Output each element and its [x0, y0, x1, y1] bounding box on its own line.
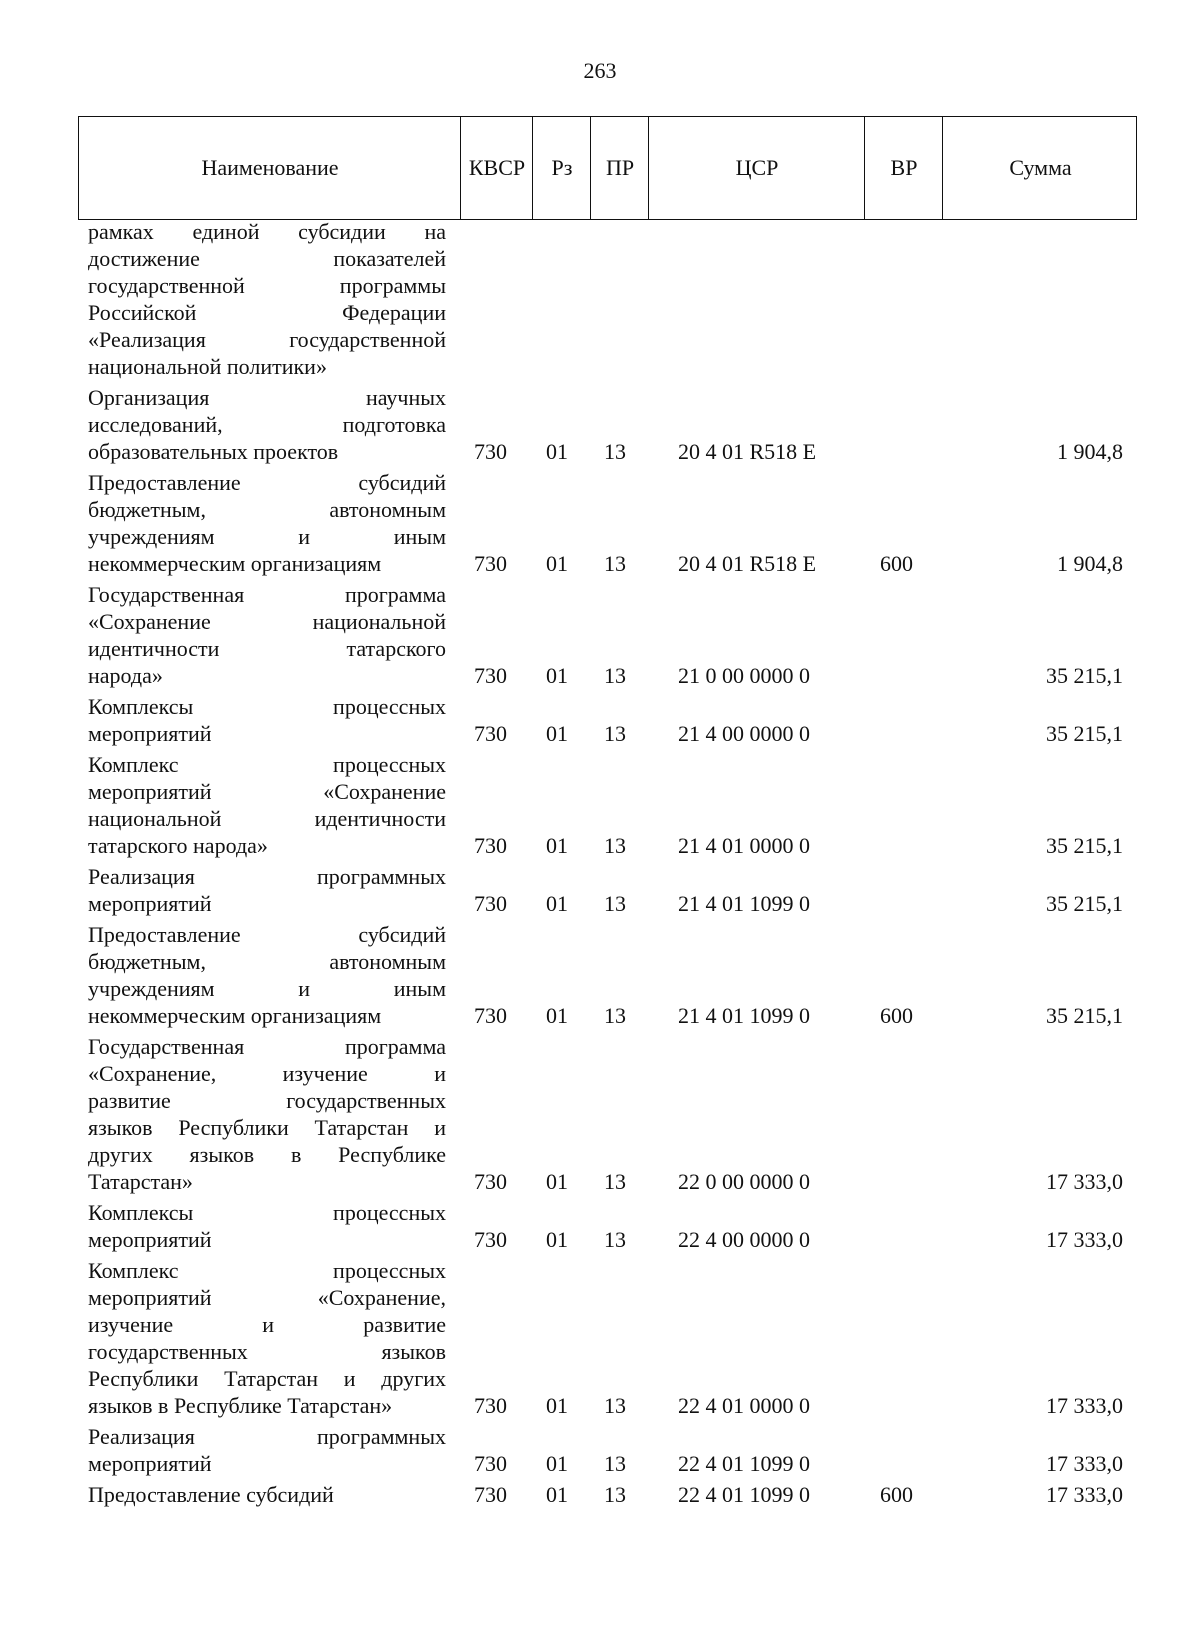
- pr-cell: 13: [604, 1451, 626, 1476]
- row-name-line: языков Республики Татарстан и: [88, 1115, 446, 1140]
- header-divider: [648, 116, 649, 220]
- row-name-line: национальной идентичности: [88, 806, 446, 831]
- page-number: 263: [583, 58, 617, 83]
- header-divider: [864, 116, 865, 220]
- row-name: [88, 218, 446, 380]
- rz-cell: 01: [546, 891, 568, 916]
- sum-cell: 17 333,0: [1046, 1482, 1123, 1507]
- row-name-line: «Реализация государственной: [88, 327, 446, 352]
- row-name-line: Реализация программных: [88, 864, 446, 889]
- row-name-line: мероприятий «Сохранение: [88, 779, 446, 804]
- row-name-line: образовательных проектов: [88, 439, 339, 464]
- kvsr-cell: 730: [474, 439, 507, 464]
- header-divider: [590, 116, 591, 220]
- row-name: [88, 863, 446, 917]
- csr-cell: 22 4 01 1099 0: [678, 1451, 810, 1476]
- csr-cell: 21 4 01 1099 0: [678, 891, 810, 916]
- kvsr-cell: 730: [474, 663, 507, 688]
- row-name: [88, 1033, 446, 1195]
- row-name-line: Организация научных: [88, 385, 446, 410]
- sum-cell: 17 333,0: [1046, 1393, 1123, 1418]
- row-name: [88, 1423, 446, 1477]
- column-header-vr: ВР: [890, 155, 918, 180]
- pr-cell: 13: [604, 891, 626, 916]
- row-name-line: Российской Федерации: [88, 300, 446, 325]
- row-name-line: Предоставление субсидий: [88, 470, 446, 495]
- rz-cell: 01: [546, 833, 568, 858]
- row-name-line: народа»: [88, 663, 163, 688]
- kvsr-cell: 730: [474, 1393, 507, 1418]
- sum-cell: 1 904,8: [1057, 439, 1123, 464]
- row-name-line: Республики Татарстан и других: [88, 1366, 446, 1391]
- vr-cell: 600: [880, 1482, 913, 1507]
- table-row: [0, 581, 1200, 689]
- row-name-line: государственных языков: [88, 1339, 446, 1364]
- table-row: [0, 921, 1200, 1029]
- row-name-line: некоммерческим организациям: [88, 1003, 382, 1028]
- row-name-line: некоммерческим организациям: [88, 551, 382, 576]
- row-name-line: учреждениям и иным: [88, 524, 446, 549]
- rz-cell: 01: [546, 1003, 568, 1028]
- pr-cell: 13: [604, 833, 626, 858]
- rz-cell: 01: [546, 1227, 568, 1252]
- csr-cell: 20 4 01 R518 E: [678, 439, 817, 464]
- column-header-rz: Рз: [551, 155, 573, 180]
- pr-cell: 13: [604, 1003, 626, 1028]
- row-name-line: Татарстан»: [88, 1169, 193, 1194]
- csr-cell: 22 4 00 0000 0: [678, 1227, 810, 1252]
- table-row: [0, 1199, 1200, 1253]
- column-header-sum: Сумма: [1009, 155, 1072, 180]
- sum-cell: 35 215,1: [1046, 663, 1123, 688]
- row-name-line: мероприятий «Сохранение,: [88, 1285, 446, 1310]
- row-name-line: Комплексы процессных: [88, 1200, 446, 1225]
- kvsr-cell: 730: [474, 833, 507, 858]
- pr-cell: 13: [604, 439, 626, 464]
- rz-cell: 01: [546, 551, 568, 576]
- row-name-line: Государственная программа: [88, 582, 446, 607]
- sum-cell: 35 215,1: [1046, 1003, 1123, 1028]
- csr-cell: 22 4 01 1099 0: [678, 1482, 810, 1507]
- rz-cell: 01: [546, 663, 568, 688]
- pr-cell: 13: [604, 1393, 626, 1418]
- kvsr-cell: 730: [474, 1169, 507, 1194]
- row-name: [88, 921, 446, 1029]
- rz-cell: 01: [546, 1393, 568, 1418]
- column-header-kvsr: КВСР: [468, 155, 526, 180]
- row-name-line: мероприятий: [88, 1227, 212, 1252]
- row-name-line: Комплекс процессных: [88, 752, 446, 777]
- row-name-line: рамках единой субсидии на: [88, 219, 446, 244]
- sum-cell: 35 215,1: [1046, 833, 1123, 858]
- kvsr-cell: 730: [474, 551, 507, 576]
- pr-cell: 13: [604, 663, 626, 688]
- row-name-line: «Сохранение, изучение и: [88, 1061, 446, 1086]
- row-name-line: «Сохранение национальной: [88, 609, 446, 634]
- row-name: [88, 693, 446, 747]
- row-name-line: бюджетным, автономным: [88, 497, 446, 522]
- table-row: [0, 693, 1200, 747]
- csr-cell: 21 4 00 0000 0: [678, 721, 810, 746]
- sum-cell: 17 333,0: [1046, 1169, 1123, 1194]
- header-divider: [532, 116, 533, 220]
- row-name-line: государственной программы: [88, 273, 446, 298]
- csr-cell: 21 0 00 0000 0: [678, 663, 810, 688]
- table-row: [0, 1481, 1200, 1508]
- header-divider: [942, 116, 943, 220]
- pr-cell: 13: [604, 1482, 626, 1507]
- row-name: [88, 1257, 446, 1419]
- row-name: [88, 1199, 446, 1253]
- header-divider: [460, 116, 461, 220]
- row-name: [88, 751, 446, 859]
- rz-cell: 01: [546, 439, 568, 464]
- kvsr-cell: 730: [474, 1227, 507, 1252]
- row-name-line: Комплексы процессных: [88, 694, 446, 719]
- csr-cell: 22 4 01 0000 0: [678, 1393, 810, 1418]
- row-name-line: татарского народа»: [88, 833, 268, 858]
- row-name-line: исследований, подготовка: [88, 412, 446, 437]
- kvsr-cell: 730: [474, 1451, 507, 1476]
- row-name-line: Предоставление субсидий: [88, 1482, 334, 1507]
- row-name-line: языков в Республике Татарстан»: [88, 1393, 393, 1418]
- row-name-line: Государственная программа: [88, 1034, 446, 1059]
- sum-cell: 35 215,1: [1046, 891, 1123, 916]
- column-header-csr: ЦСР: [735, 155, 779, 180]
- csr-cell: 20 4 01 R518 E: [678, 551, 817, 576]
- pr-cell: 13: [604, 551, 626, 576]
- rz-cell: 01: [546, 1482, 568, 1507]
- table-row: [0, 469, 1200, 577]
- kvsr-cell: 730: [474, 1482, 507, 1507]
- table-row: [0, 863, 1200, 917]
- row-name-line: развитие государственных: [88, 1088, 446, 1113]
- row-name: [88, 581, 446, 689]
- row-name-line: достижение показателей: [88, 246, 446, 271]
- column-header-pr: ПР: [605, 155, 635, 180]
- row-name-line: Комплекс процессных: [88, 1258, 446, 1283]
- table-row: [0, 751, 1200, 859]
- row-name-line: Реализация программных: [88, 1424, 446, 1449]
- row-name: [88, 1481, 446, 1508]
- table-row: [0, 1033, 1200, 1195]
- table-row: [0, 1257, 1200, 1419]
- column-header-name: Наименование: [201, 155, 339, 180]
- row-name-line: Предоставление субсидий: [88, 922, 446, 947]
- csr-cell: 21 4 01 0000 0: [678, 833, 810, 858]
- sum-cell: 17 333,0: [1046, 1451, 1123, 1476]
- vr-cell: 600: [880, 1003, 913, 1028]
- row-name-line: других языков в Республике: [88, 1142, 446, 1167]
- row-name-line: изучение и развитие: [88, 1312, 446, 1337]
- csr-cell: 22 0 00 0000 0: [678, 1169, 810, 1194]
- sum-cell: 35 215,1: [1046, 721, 1123, 746]
- pr-cell: 13: [604, 1169, 626, 1194]
- table-header: [78, 116, 1137, 220]
- row-name-line: национальной политики»: [88, 354, 327, 379]
- row-name-line: идентичности татарского: [88, 636, 446, 661]
- row-name: [88, 469, 446, 577]
- row-name-line: мероприятий: [88, 1451, 212, 1476]
- kvsr-cell: 730: [474, 891, 507, 916]
- row-name: [88, 384, 446, 465]
- row-name-line: учреждениям и иным: [88, 976, 446, 1001]
- row-name-line: мероприятий: [88, 891, 212, 916]
- rz-cell: 01: [546, 1169, 568, 1194]
- csr-cell: 21 4 01 1099 0: [678, 1003, 810, 1028]
- rz-cell: 01: [546, 721, 568, 746]
- kvsr-cell: 730: [474, 721, 507, 746]
- vr-cell: 600: [880, 551, 913, 576]
- table-row: [0, 384, 1200, 465]
- pr-cell: 13: [604, 721, 626, 746]
- table-row: [0, 1423, 1200, 1477]
- row-name-line: мероприятий: [88, 721, 212, 746]
- sum-cell: 1 904,8: [1057, 551, 1123, 576]
- kvsr-cell: 730: [474, 1003, 507, 1028]
- rz-cell: 01: [546, 1451, 568, 1476]
- sum-cell: 17 333,0: [1046, 1227, 1123, 1252]
- row-name-line: бюджетным, автономным: [88, 949, 446, 974]
- table-row: [0, 218, 1200, 380]
- pr-cell: 13: [604, 1227, 626, 1252]
